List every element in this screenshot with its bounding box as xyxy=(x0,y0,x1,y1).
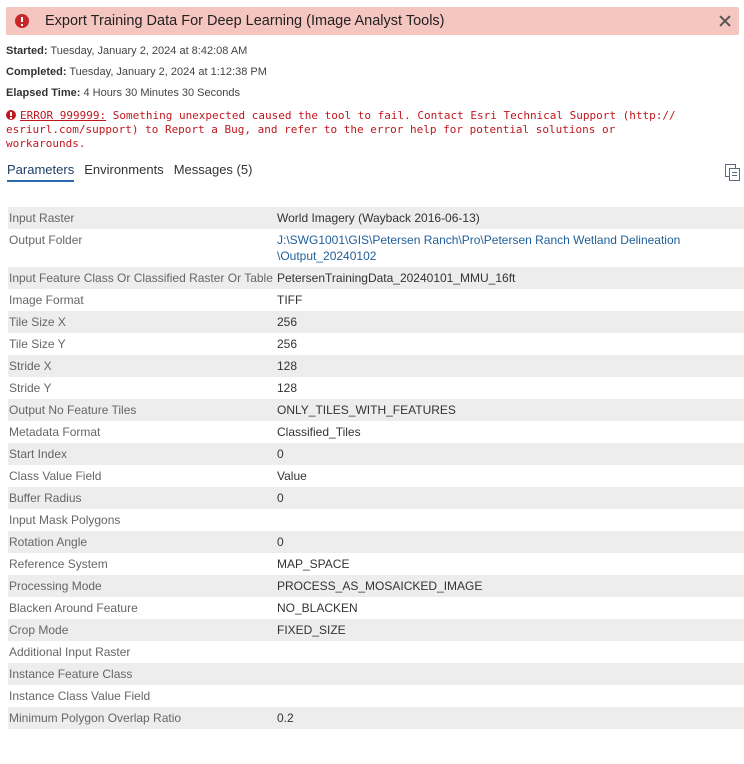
param-value: FIXED_SIZE xyxy=(277,623,346,637)
param-label: Instance Feature Class xyxy=(9,667,133,681)
param-label: Minimum Polygon Overlap Ratio xyxy=(9,711,182,725)
output-folder-line2[interactable]: \Output_20240102 xyxy=(277,249,377,263)
error-icon xyxy=(15,14,29,28)
param-value: NO_BLACKEN xyxy=(277,601,358,615)
completed-label: Completed: xyxy=(6,66,67,78)
param-label: Instance Class Value Field xyxy=(9,689,151,703)
param-value: 128 xyxy=(277,381,298,395)
param-row xyxy=(8,311,744,333)
param-row xyxy=(8,207,744,229)
param-value: TIFF xyxy=(277,293,303,307)
param-row xyxy=(8,509,744,531)
param-value: 0 xyxy=(277,491,284,505)
param-row xyxy=(8,685,744,707)
param-value xyxy=(277,512,744,528)
param-value: Classified_Tiles xyxy=(277,425,361,439)
tab-messages[interactable]: Messages (5) xyxy=(173,162,253,177)
close-icon[interactable] xyxy=(717,13,733,29)
param-row xyxy=(8,355,744,377)
param-value: PetersenTrainingData_20240101_MMU_16ft xyxy=(277,271,516,285)
param-label: Image Format xyxy=(9,293,84,307)
param-row xyxy=(8,641,744,663)
param-label: Tile Size Y xyxy=(9,337,66,351)
param-value: Value xyxy=(277,469,307,483)
param-label: Input Raster xyxy=(9,211,75,225)
param-label: Processing Mode xyxy=(9,579,102,593)
param-row xyxy=(8,229,744,267)
param-label: Output Folder xyxy=(9,233,83,247)
completed-line xyxy=(6,66,267,78)
started-label: Started: xyxy=(6,45,48,57)
param-label: Input Feature Class Or Classified Raster Or Table xyxy=(9,271,273,285)
param-row xyxy=(8,399,744,421)
error-text-line3: workarounds. xyxy=(6,137,86,150)
error-code-link[interactable]: ERROR 999999: xyxy=(20,109,107,122)
param-value: 0 xyxy=(277,535,284,549)
param-label: Stride X xyxy=(9,359,52,373)
elapsed-label: Elapsed Time: xyxy=(6,87,81,99)
tab-bar xyxy=(7,162,262,182)
param-value: World Imagery (Wayback 2016-06-13) xyxy=(277,211,480,225)
param-row xyxy=(8,267,744,289)
tool-header xyxy=(6,7,739,35)
param-value xyxy=(277,688,744,704)
error-message xyxy=(6,109,726,151)
param-row xyxy=(8,333,744,355)
copy-icon[interactable] xyxy=(724,164,740,180)
elapsed-value: 4 Hours 30 Minutes 30 Seconds xyxy=(83,87,240,99)
param-label: Reference System xyxy=(9,557,108,571)
param-row xyxy=(8,487,744,509)
output-folder-line1[interactable]: J:\SWG1001\GIS\Petersen Ranch\Pro\Petersen Ranch Wetland Delineation xyxy=(277,233,681,247)
started-line xyxy=(6,45,247,57)
param-value xyxy=(277,666,744,682)
param-value: 256 xyxy=(277,337,298,351)
param-row xyxy=(8,289,744,311)
param-value: ONLY_TILES_WITH_FEATURES xyxy=(277,403,456,417)
param-row xyxy=(8,377,744,399)
param-label: Crop Mode xyxy=(9,623,69,637)
param-label: Stride Y xyxy=(9,381,52,395)
parameters-table xyxy=(8,207,744,729)
param-row xyxy=(8,531,744,553)
tool-title: Export Training Data For Deep Learning (Image Analyst Tools) xyxy=(45,13,445,29)
param-row xyxy=(8,465,744,487)
param-label: Additional Input Raster xyxy=(9,645,131,659)
completed-value: Tuesday, January 2, 2024 at 1:12:38 PM xyxy=(69,66,267,78)
param-row xyxy=(8,421,744,443)
param-value: 128 xyxy=(277,359,298,373)
param-label: Rotation Angle xyxy=(9,535,88,549)
param-value: 0.2 xyxy=(277,711,294,725)
param-value: MAP_SPACE xyxy=(277,557,350,571)
param-label: Class Value Field xyxy=(9,469,102,483)
tab-parameters[interactable]: Parameters xyxy=(7,162,74,182)
param-label: Output No Feature Tiles xyxy=(9,403,137,417)
param-row xyxy=(8,597,744,619)
param-label: Input Mask Polygons xyxy=(9,513,121,527)
param-label: Blacken Around Feature xyxy=(9,601,138,615)
output-folder-link[interactable] xyxy=(277,232,744,264)
param-label: Start Index xyxy=(9,447,68,461)
elapsed-line xyxy=(6,87,240,99)
param-row xyxy=(8,443,744,465)
param-row xyxy=(8,553,744,575)
param-value: PROCESS_AS_MOSAICKED_IMAGE xyxy=(277,579,483,593)
param-row xyxy=(8,663,744,685)
error-text-line2: esriurl.com/support) to Report a Bug, and refer to the error help for potential solutions or xyxy=(6,123,616,136)
param-row xyxy=(8,575,744,597)
error-small-icon xyxy=(6,110,16,120)
param-value: 256 xyxy=(277,315,298,329)
error-text-line1: Something unexpected caused the tool to fail. Contact Esri Technical Support (http:// xyxy=(106,109,676,122)
tab-environments[interactable]: Environments xyxy=(84,162,164,177)
param-row xyxy=(8,619,744,641)
started-value: Tuesday, January 2, 2024 at 8:42:08 AM xyxy=(50,45,248,57)
param-value: 0 xyxy=(277,447,284,461)
param-row xyxy=(8,707,744,729)
param-label: Tile Size X xyxy=(9,315,66,329)
param-value xyxy=(277,644,744,660)
param-label: Buffer Radius xyxy=(9,491,82,505)
param-label: Metadata Format xyxy=(9,425,101,439)
